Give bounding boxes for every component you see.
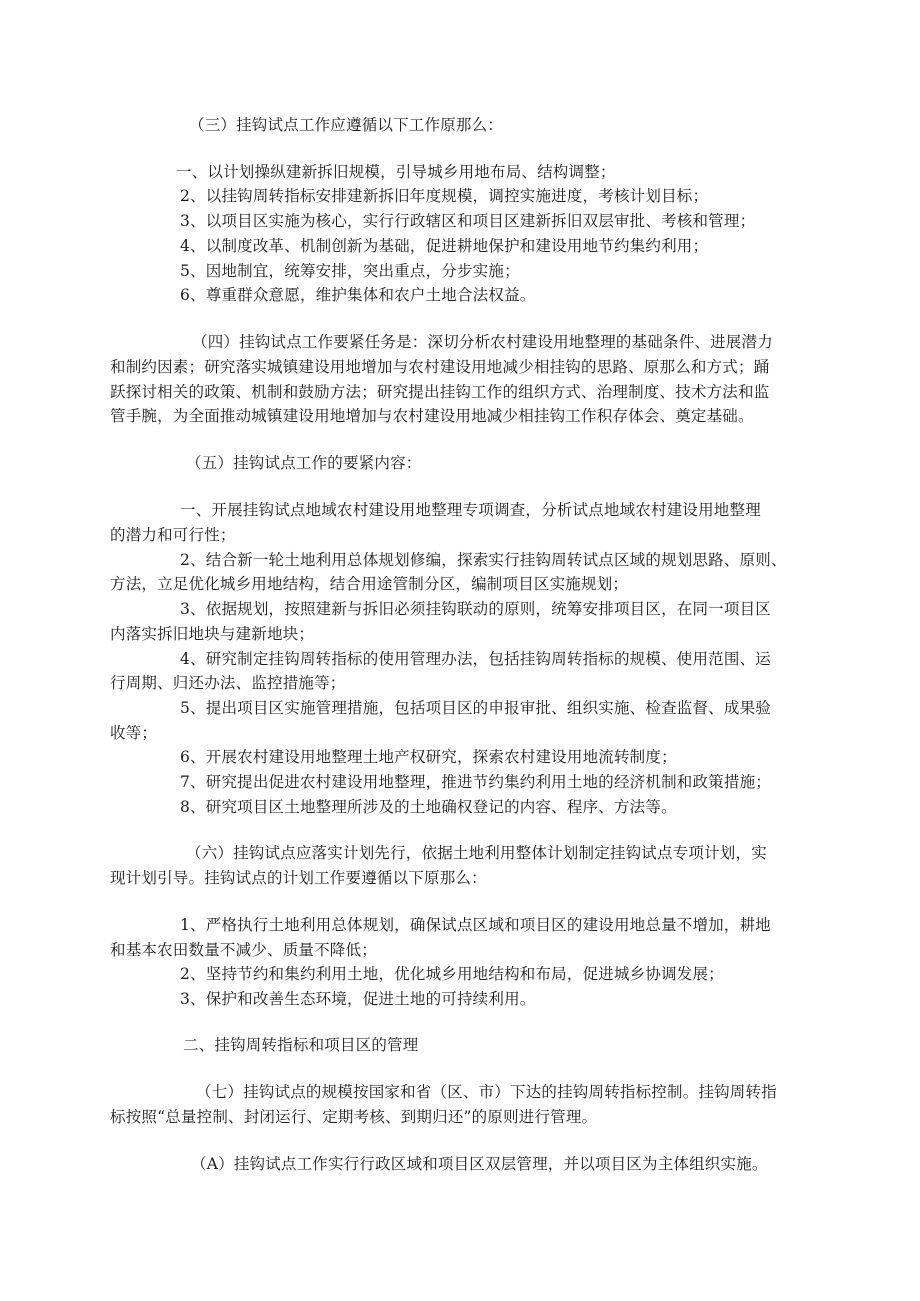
section-5-line-7: 4、研究制定挂钩周转指标的使用管理办法，包括挂钩周转指标的规模、使用范围、运 (180, 650, 771, 668)
section-5-line-8: 行周期、归还办法、监控措施等； (110, 674, 346, 692)
section-4-line-1: （四）挂钩试点工作要紧任务是：深切分析农村建设用地整理的基础条件、进展潜力 (192, 333, 773, 351)
section-6-item-1-cont: 和基本农田数量不减少、质量不降低； (110, 941, 377, 959)
section-3-item-2: 2、以挂钩周转指标安排建新拆旧年度规模，调控实施进度，考核计划目标； (180, 187, 709, 205)
section-6-line-1: （六）挂钩试点应落实计划先行，依据土地利用整体计划制定挂钩试点专项计划，实 (186, 844, 767, 862)
section-5-line-2: 的潜力和可行性； (110, 526, 236, 544)
section-5-line-1: 一、开展挂钩试点地域农村建设用地整理专项调查，分析试点地域农村建设用地整理 (180, 501, 761, 519)
section-4-line-4: 管手腕，为全面推动城镇建设用地增加与农村建设用地减少相挂钩工作积存体会、奠定基础。 (110, 407, 754, 425)
section-5-line-3: 2、结合新一轮土地利用总体规划修编，探索实行挂钩周转试点区域的规划思路、原则、 (180, 551, 787, 569)
section-6-line-2: 现计划引导。挂钩试点的计划工作要遵循以下原那么： (110, 869, 487, 887)
section-3-item-3: 3、以项目区实施为核心，实行行政辖区和项目区建新拆旧双层审批、考核和管理； (180, 212, 756, 230)
section-6-item-1: 1、严格执行土地利用总体规划，确保试点区域和项目区的建设用地总量不增加，耕地 (180, 916, 771, 934)
section-3-item-6: 6、尊重群众意愿，维护集体和农户土地合法权益。 (180, 286, 536, 304)
section-8-line-1: （A）挂钩试点工作实行行政区域和项目区双层管理，并以项目区为主体组织实施。 (191, 1155, 768, 1173)
section-5-line-10: 收等； (110, 724, 158, 742)
section-5-line-4: 方法，立足优化城乡用地结构，结合用途管制分区，编制项目区实施规划； (110, 575, 629, 593)
section-3-heading: （三）挂钩试点工作应遵循以下工作原那么： (189, 116, 504, 134)
section-3-item-1: 一、以计划操纵建新拆旧规模，引导城乡用地布局、结构调整； (176, 163, 616, 181)
section-6-item-2: 2、坚持节约和集约利用土地，优化城乡用地结构和布局，促进城乡协调发展； (180, 965, 724, 983)
section-7-line-1: （七）挂钩试点的规模按国家和省（区、市）下达的挂钩周转指标控制。挂钩周转指 (196, 1083, 777, 1101)
section-4-line-3: 跃探讨相关的政策、机制和鼓励方法；研究提出挂钩工作的组织方式、治理制度、技术方法和监 (110, 383, 770, 401)
section-5-line-12: 7、研究提出促进农村建设用地整理，推进节约集约利用土地的经济机制和政策措施； (180, 773, 771, 791)
section-4-line-2: 和制约因素；研究落实城镇建设用地增加与农村建设用地减少相挂钩的思路、原那么和方式；踊 (110, 358, 770, 376)
section-5-line-9: 5、提出项目区实施管理措施，包括项目区的申报审批、组织实施、检查监督、成果验 (180, 699, 771, 717)
section-7-line-2: 标按照“总量控制、封闭运行、定期考核、到期归还”的原则进行管理。 (110, 1108, 598, 1126)
section-5-heading: （五）挂钩试点工作的要紧内容： (186, 454, 422, 472)
section-6-item-3: 3、保护和改善生态环境，促进土地的可持续利用。 (180, 990, 536, 1008)
section-3-item-5: 5、因地制宜，统筹安排，突出重点，分步实施； (180, 262, 520, 280)
part-2-heading: 二、挂钩周转指标和项目区的管理 (183, 1036, 419, 1054)
section-5-line-6: 内落实拆旧地块与建新地块； (110, 625, 315, 643)
section-5-line-13: 8、研究项目区土地整理所涉及的土地确权登记的内容、程序、方法等。 (180, 798, 677, 816)
section-5-line-11: 6、开展农村建设用地整理土地产权研究，探索农村建设用地流转制度； (180, 748, 677, 766)
section-5-line-5: 3、依据规划，按照建新与拆旧必须挂钩联动的原则，统筹安排项目区，在同一项目区 (180, 600, 771, 618)
section-3-item-4: 4、以制度改革、机制创新为基础，促进耕地保护和建设用地节约集约利用； (180, 237, 709, 255)
